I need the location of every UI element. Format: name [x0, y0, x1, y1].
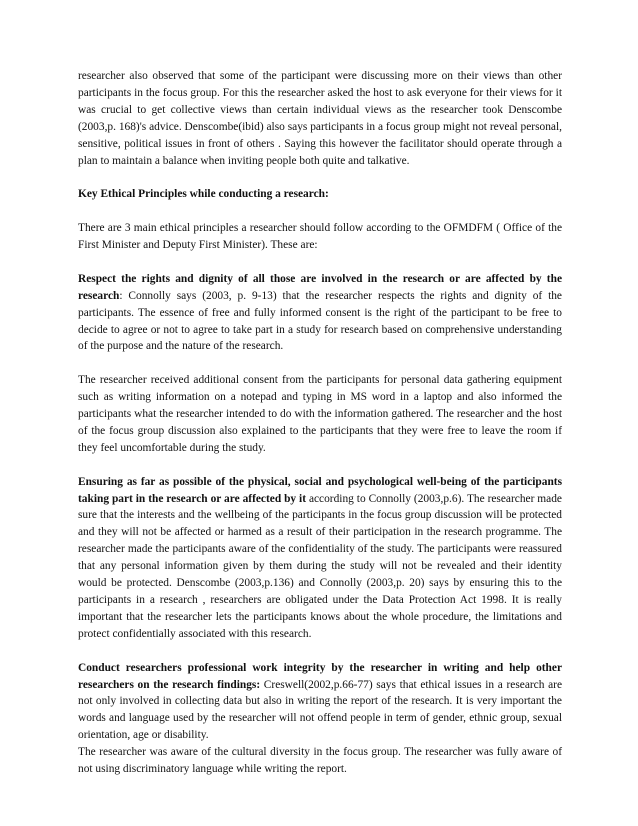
document-page — [78, 68, 562, 778]
section-professional-integrity-body: Creswell(2002,p.66-77) says that ethical issues in a research are not only involved in collecting data but also in writing the report of the research. It is very important the words and language used by the researcher will not offend people in term of gender, ethnic group, sexual orientation, age or disability. — [78, 678, 562, 742]
paragraph-focus-group-views: researcher also observed that some of the participant were discussing more on their views than other participants in the focus group. For this the researcher asked the host to ask everyone for their views for it was crucial to get collective views than certain individual views as the researcher took Denscombe (2003,p. 168)'s advice. Denscombe(ibid) also says participants in a focus group might not reveal personal, sensitive, political issues in front of others . Saying this however the facilitator should operate through a plan to maintain a balance when inviting people both quite and talkative. — [78, 70, 562, 167]
section-well-being-body: according to Connolly (2003,p.6). The researcher made sure that the interests and the wellbeing of the participants in the focus group discussion will be protected and they will not be affected or harmed as a result of their participation in the research programme. The researcher made the participants aware of the confidentiality of the study. The participants were reassured that any personal information given by them during the study will not be revealed and their identity would be protected. Denscombe (2003,p.136) and Connolly (2003,p. 20) says by ensuring this to the participants in a research , researchers are obligated under the Data Protection Act 1998. It is really important that the researcher lets the participants knows about the whole procedure, the limitations and protect confidentially associated with this research. — [78, 492, 562, 640]
section-professional-integrity — [78, 660, 562, 745]
paragraph-additional-consent: The researcher received additional consent from the participants for personal data gathering equipment such as writing information on a notepad and typing in MS word in a laptop and also informed the participants what the researcher intended to do with the information gathered. The researcher and the host of the focus group discussion also explained to the participants that they were free to leave the room if they feel uncomfortable during the study. — [78, 374, 562, 454]
paragraph-ofmdfm-principles: There are 3 main ethical principles a researcher should follow according to the OFMDFM ( Office of the First Minister and Deputy First Minister). These are: — [78, 222, 562, 252]
paragraph-cultural-diversity: The researcher was aware of the cultural diversity in the focus group. The researcher was fully aware of not using discriminatory language while writing the report. — [78, 746, 562, 776]
section-respect-rights-heading: Respect the rights and dignity of all those are involved in the research or are affected by the research — [78, 272, 562, 302]
section-professional-integrity-heading: Conduct researchers professional work integrity by the researcher in writing and help other researchers on the research findings: — [78, 661, 562, 691]
section-well-being-heading: Ensuring as far as possible of the physical, social and psychological well-being of the participants taking part in the research or are affected by it — [78, 475, 562, 505]
section-respect-rights-body: : Connolly says (2003, p. 9-13) that the researcher respects the rights and dignity of the participants. The essence of free and fully informed consent is the right of the participant to be free to decide to agree or not to agree to take part in a study for research based on comprehensive understanding of the purpose and the nature of the research. — [78, 289, 562, 353]
section-well-being — [78, 474, 562, 643]
heading-key-ethical-principles: Key Ethical Principles while conducting a research: — [78, 188, 329, 201]
section-respect-rights — [78, 271, 562, 356]
